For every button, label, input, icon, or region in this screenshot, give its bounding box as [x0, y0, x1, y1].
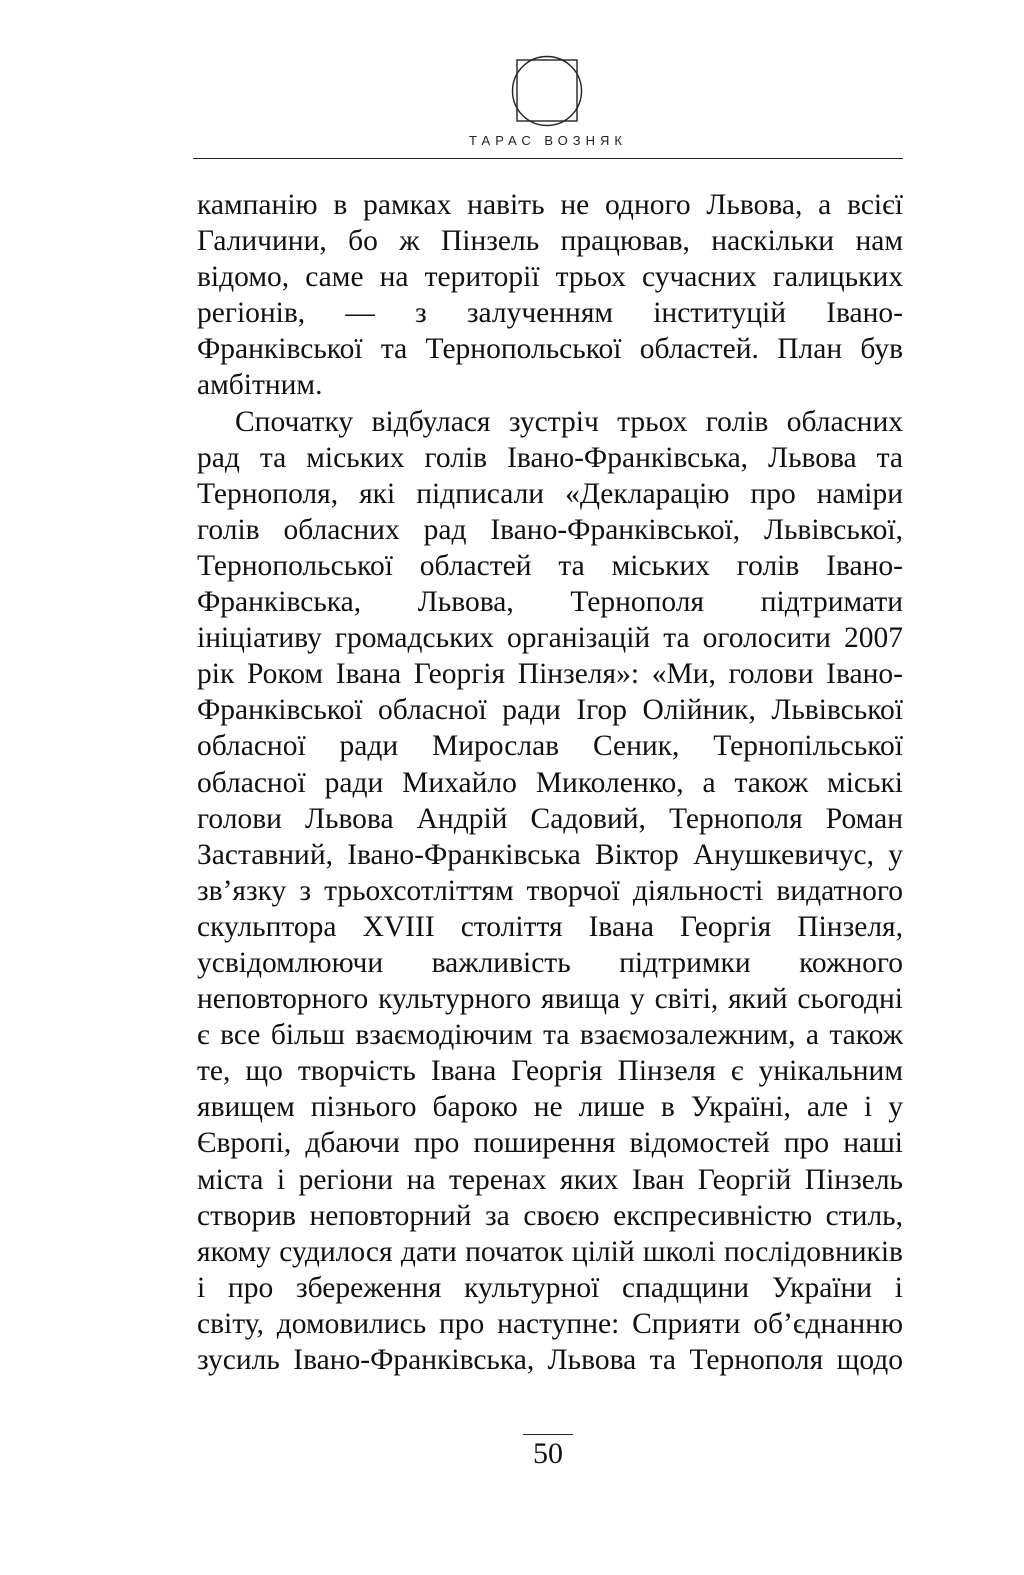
- text-line: Заставний, Івано-Франківська Віктор Анушкевичус, у: [197, 838, 903, 871]
- text-line: світу, домовились про наступне: Сприяти об’єднанню: [197, 1307, 903, 1340]
- text-line: ініціативу громадських організацій та оголосити 2007: [197, 622, 903, 655]
- text-line: Франківської та Тернопольської областей. План був: [197, 333, 903, 366]
- text-line: Франківської обласної ради Ігор Олійник, Львівської: [197, 694, 903, 727]
- text-line: обласної ради Мирослав Сеник, Тернопільської: [197, 730, 903, 763]
- text-line: Франківська, Львова, Тернополя підтримати: [197, 586, 903, 619]
- text-line: неповторного культурного явища у світі, який сьогодні: [197, 983, 903, 1016]
- text-line: Тернополя, які підписали «Декларацію про наміри: [197, 477, 903, 510]
- text-line: регіонів, — з залученням інституцій Івано-: [197, 297, 903, 330]
- text-line: голови Львова Андрій Садовий, Тернополя Роман: [197, 802, 903, 835]
- header-rule: [193, 158, 903, 159]
- text-line: зусиль Івано-Франківська, Львова та Тернополя щодо: [197, 1344, 903, 1376]
- running-head-author: ТАРАС ВОЗНЯК: [469, 133, 627, 148]
- text-line: усвідомлюючи важливість підтримки кожного: [197, 946, 903, 979]
- text-line: є все більш взаємодіючим та взаємозалежним, а також: [197, 1019, 903, 1052]
- text-line: Тернопольської областей та міських голів Івано-: [197, 549, 903, 582]
- text-line: скульптора XVIII століття Івана Георгія Пінзеля,: [197, 910, 903, 943]
- text-line: обласної ради Михайло Миколенко, а також міські: [197, 766, 903, 799]
- text-line: Спочатку відбулася зустріч трьох голів обласних: [235, 405, 903, 438]
- body-text: [197, 187, 903, 1378]
- text-line: міста і регіони на теренах яких Іван Георгій Пінзель: [197, 1163, 903, 1196]
- text-line: Європі, дбаючи про поширення відомостей про наші: [197, 1127, 903, 1160]
- paragraph: [197, 187, 903, 404]
- text-line: явищем пізнього бароко не лише в Україні, але і у: [197, 1091, 903, 1124]
- text-line: те, що творчість Івана Георгія Пінзеля є унікальним: [197, 1055, 903, 1088]
- text-line: Галичини, бо ж Пінзель працював, наскільки нам: [197, 225, 903, 258]
- text-line: кампанію в рамках навіть не одного Львова, а всієї: [197, 189, 903, 221]
- paragraph: [197, 404, 903, 1379]
- book-emblem-icon: [510, 46, 584, 136]
- text-line: рік Роком Івана Георгія Пінзеля»: «Ми, голови Івано-: [197, 658, 903, 691]
- text-line: зв’язку з трьохсотліттям творчої діяльності видатного: [197, 874, 903, 907]
- text-line: створив неповторний за своєю експресивністю стиль,: [197, 1199, 903, 1232]
- text-line: голів обласних рад Івано-Франківської, Львівської,: [197, 513, 903, 546]
- text-line: амбітним.: [197, 369, 323, 402]
- text-line: рад та міських голів Івано-Франківська, Львова та: [197, 441, 903, 474]
- folio-rule: [523, 1434, 573, 1435]
- text-line: відомо, саме на території трьох сучасних галицьких: [197, 261, 903, 294]
- text-line: якому судилося дати початок цілій школі послідовників: [197, 1235, 903, 1268]
- page-number: 50: [533, 1437, 563, 1470]
- text-line: і про збереження культурної спадщини України і: [197, 1271, 903, 1304]
